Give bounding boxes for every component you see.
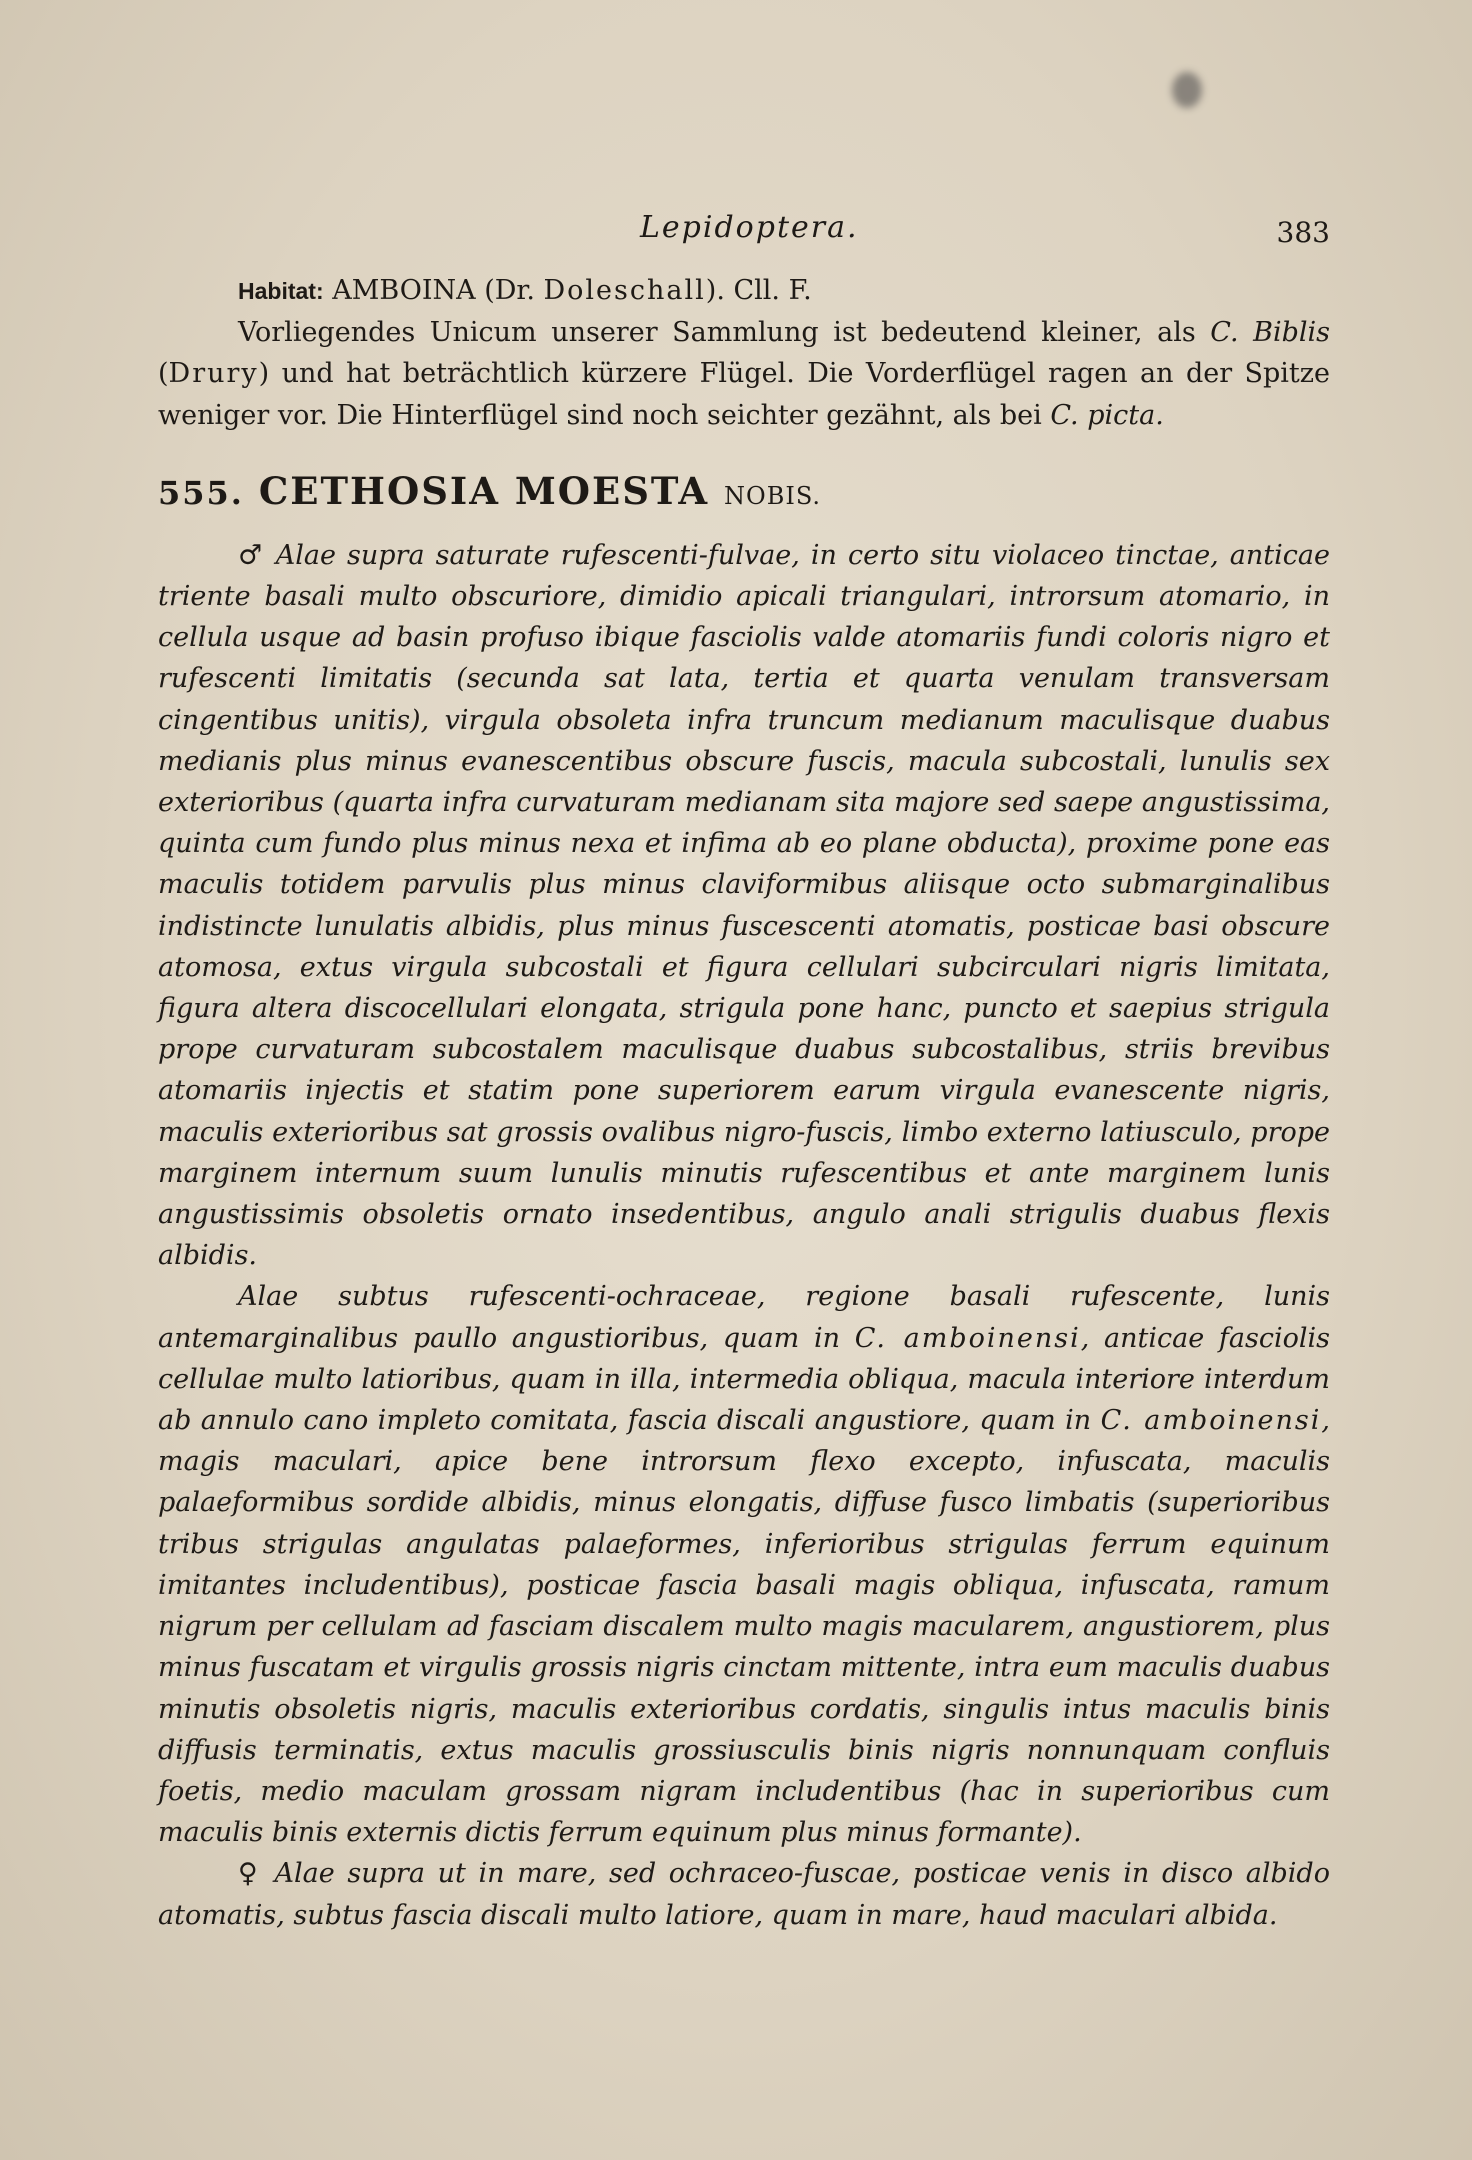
page-number: 383 <box>1276 216 1330 249</box>
female-symbol-icon: ♀ <box>238 1858 262 1890</box>
intro-text-3: ) und hat beträchtlich kürzere Flügel. Die Vorderflügel ragen an der Spitze weniger vor. Die Hinterflügel sind noch seichter gezähnt, als bei <box>158 358 1330 431</box>
intro-paragraph <box>158 312 1330 436</box>
female-description <box>158 1853 1330 1935</box>
species-number: 555. <box>158 473 244 512</box>
habitat-location: AMBOINA (Dr. <box>332 275 535 306</box>
habitat-collector: Doleschall <box>543 275 706 306</box>
underside-text-2: , anticae fasciolis cellulae multo latioribus, quam in illa, intermedia obliqua, macula interiore interdum ab annulo cano impleto comitata, fascia discali angustiore, quam in <box>158 1322 1330 1437</box>
species-ref-amboinensis-1: C. amboinensi <box>854 1322 1081 1354</box>
underside-description <box>158 1276 1330 1853</box>
male-description <box>158 535 1330 1277</box>
underside-text-1: Alae subtus rufescenti-ochraceae, regione basali rufescente, lunis antemarginalibus paullo angustioribus, quam in <box>158 1281 1330 1354</box>
male-symbol-icon: ♂ <box>238 539 265 571</box>
intro-text-2: ( <box>158 358 169 390</box>
species-author: NOBIS. <box>724 481 822 510</box>
female-text: Alae supra ut in mare, sed ochraceo-fuscae, posticae venis in disco albido atomatis, subtus fascia discali multo latiore, quam in mare, haud maculari albida. <box>158 1858 1330 1931</box>
habitat-line <box>158 270 1330 312</box>
species-ref-amboinensis-2: C. amboinensi <box>1100 1405 1322 1437</box>
ink-stain <box>1172 72 1202 108</box>
species-name: CETHOSIA MOESTA <box>258 468 710 513</box>
male-text: Alae supra saturate rufescenti-fulvae, in certo situ violaceo tinctae, anticae triente basali multo obscuriore, dimidio apicali triangulari, introrsum atomario, in cellula usque ad basin profuso ibique fasciolis valde atomariis fundi coloris nigro et rufescenti limitatis (secunda sat lata, tertia et quarta venulam transversam cingentibus unitis), virgula obsoleta infra truncum medianum maculisque duabus medianis plus minus evanescentibus obscure fuscis, macula subcostali, lunulis sex exterioribus (quarta infra curvaturam medianam sita majore sed saepe angustissima, quinta cum fundo plus minus nexa et infima ab eo plane obducta), proxime pone eas maculis totidem parvulis plus minus claviformibus aliisque octo submarginalibus indistincte lunulatis albidis, plus minus fuscescenti atomatis, posticae basi obscure atomosa, extus virgula subcostali et figura cellulari subcirculari nigris limitata, figura altera discocellulari elongata, strigula pone hanc, puncto et saepius strigula prope curvaturam subcostalem maculisque duabus subcostalibus, striis brevibus atomariis injectis et statim pone superiorem earum virgula evanescente nigris, maculis exterioribus sat grossis ovalibus nigro-fuscis, limbo externo latiusculo, prope marginem internum suum lunulis minutis rufescentibus et ante marginem lunis angustissimis obsoletis ornato insedentibus, angulo anali strigulis duabus flexis albidis. <box>158 539 1330 1272</box>
running-title: Lepidoptera. <box>640 210 859 245</box>
page-header <box>160 210 1330 250</box>
underside-text-3: , magis maculari, apice bene introrsum flexo excepto, infuscata, maculis palaeformibus sordide albidis, minus elongatis, diffuse fusco limbatis (superioribus tribus strigulas angulatas palaeformes, inferioribus strigulas ferrum equinum imitantes includentibus), posticae fascia basali magis obliqua, infuscata, ramum nigrum per cellulam ad fasciam discalem multo magis macularem, angustiorem, plus minus fuscatam et virgulis grossis nigris cinctam mittente, intra eum maculis duabus minutis obsoletis nigris, maculis exterioribus cordatis, singulis intus maculis binis diffusis terminatis, extus maculis grossiusculis binis nigris nonnunquam confluis foetis, medio maculam grossam nigram includentibus (hac in superioribus cum maculis binis externis dictis ferrum equinum plus minus formante). <box>158 1405 1330 1849</box>
page-body <box>158 270 1330 1936</box>
habitat-closing: ). Cll. F. <box>705 275 812 306</box>
habitat-label: Habitat: <box>238 278 324 304</box>
species-ref-picta: C. picta. <box>1050 399 1164 431</box>
intro-text-1: Vorliegendes Unicum unserer Sammlung ist bedeutend kleiner, als <box>238 317 1196 349</box>
author-drury: Drury <box>168 358 259 390</box>
species-ref-biblis: C. Biblis <box>1210 317 1330 349</box>
species-heading <box>158 466 1330 521</box>
